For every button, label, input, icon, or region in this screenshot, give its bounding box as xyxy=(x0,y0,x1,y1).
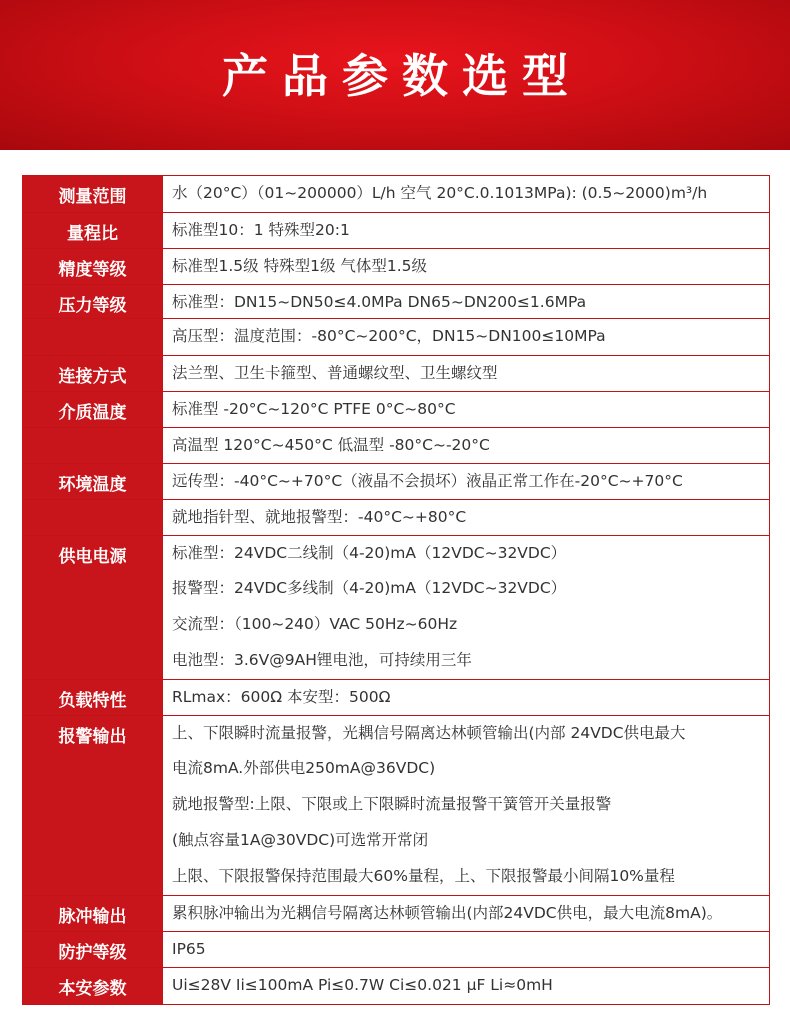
row-label xyxy=(23,319,163,355)
value-line: 标准型10：1 特殊型20:1 xyxy=(172,221,350,239)
row-value xyxy=(163,500,769,535)
value-line: 上、下限瞬时流量报警，光耦信号隔离达林顿管输出(内部 24VDC供电最大 xyxy=(172,724,686,742)
value-line: 高温型 120°C~450°C 低温型 -80°C~-20°C xyxy=(172,436,490,454)
row-value xyxy=(163,428,769,463)
table-row xyxy=(23,896,769,932)
table-row xyxy=(23,249,769,285)
row-label xyxy=(23,500,163,535)
value-line: (触点容量1A@30VDC)可选常开常闭 xyxy=(172,831,429,849)
value-line: Ui≤28V Ii≤100mA Pi≤0.7W Ci≤0.021 µF Li≈0mH xyxy=(172,976,553,994)
row-label: 供电电源 xyxy=(23,536,163,679)
table-row xyxy=(23,356,769,392)
value-line: 就地指针型、就地报警型：-40°C~+80°C xyxy=(172,508,467,526)
table-row xyxy=(23,285,769,319)
value-line: 上限、下限报警保持范围最大60%量程，上、下限报警最小间隔10%量程 xyxy=(172,867,675,885)
row-label xyxy=(23,428,163,463)
table-row xyxy=(23,428,769,464)
row-value xyxy=(163,392,769,427)
row-label: 脉冲输出 xyxy=(23,896,163,931)
row-label: 测量范围 xyxy=(23,176,163,212)
table-row xyxy=(23,968,769,1004)
row-label: 介质温度 xyxy=(23,392,163,427)
value-line: 就地报警型:上限、下限或上下限瞬时流量报警干簧管开关量报警 xyxy=(172,795,612,813)
value-line: 电池型：3.6V@9AH锂电池，可持续用三年 xyxy=(172,651,472,669)
header-banner xyxy=(0,0,790,150)
table-row xyxy=(23,500,769,536)
parameter-table xyxy=(22,175,770,1005)
row-value xyxy=(163,896,769,931)
table-row xyxy=(23,680,769,716)
page-title: 产品参数选型 xyxy=(222,49,582,103)
table-row xyxy=(23,392,769,428)
row-label: 环境温度 xyxy=(23,464,163,499)
row-label: 负载特性 xyxy=(23,680,163,715)
value-line: 法兰型、卫生卡箍型、普通螺纹型、卫生螺纹型 xyxy=(172,364,498,382)
row-value xyxy=(163,968,769,1004)
value-line: 电流8mA.外部供电250mA@36VDC) xyxy=(172,759,436,777)
row-value xyxy=(163,213,769,248)
value-line: 标准型：DN15~DN50≤4.0MPa DN65~DN200≤1.6MPa xyxy=(172,293,587,311)
value-line: IP65 xyxy=(172,940,206,958)
row-value xyxy=(163,680,769,715)
row-value xyxy=(163,285,769,318)
value-line: 标准型1.5级 特殊型1级 气体型1.5级 xyxy=(172,257,428,275)
row-label: 防护等级 xyxy=(23,932,163,967)
value-line: 标准型 -20°C~120°C PTFE 0°C~80°C xyxy=(172,400,456,418)
row-value xyxy=(163,356,769,391)
table-row xyxy=(23,213,769,249)
row-label: 报警输出 xyxy=(23,716,163,895)
table-row xyxy=(23,716,769,896)
table-row xyxy=(23,319,769,356)
value-line: 标准型：24VDC二线制（4-20)mA（12VDC~32VDC） xyxy=(172,544,567,562)
value-line: 高压型：温度范围：-80°C~200°C，DN15~DN100≤10MPa xyxy=(172,327,606,345)
row-label: 连接方式 xyxy=(23,356,163,391)
row-value xyxy=(163,536,769,679)
value-line: 水（20°C）（01~200000）L/h 空气 20°C.0.1013MPa): (0.5~2000)m³/h xyxy=(172,184,708,202)
value-line: 报警型：24VDC多线制（4-20)mA（12VDC~32VDC） xyxy=(172,579,567,597)
value-line: 远传型：-40°C~+70°C（液晶不会损坏）液晶正常工作在-20°C~+70°C xyxy=(172,472,683,490)
table-row xyxy=(23,932,769,968)
value-line: 交流型：（100~240）VAC 50Hz~60Hz xyxy=(172,615,458,633)
table-row xyxy=(23,176,769,213)
table-row xyxy=(23,536,769,680)
row-value xyxy=(163,176,769,212)
row-value xyxy=(163,716,769,895)
value-line: 累积脉冲输出为光耦信号隔离达林顿管输出(内部24VDC供电，最大电流8mA)。 xyxy=(172,904,723,922)
row-label: 本安参数 xyxy=(23,968,163,1004)
table-row xyxy=(23,464,769,500)
row-value xyxy=(163,932,769,967)
row-value xyxy=(163,249,769,284)
row-value xyxy=(163,464,769,499)
row-value xyxy=(163,319,769,355)
row-label: 压力等级 xyxy=(23,285,163,318)
value-line: RLmax：600Ω 本安型：500Ω xyxy=(172,688,391,706)
row-label: 精度等级 xyxy=(23,249,163,284)
row-label: 量程比 xyxy=(23,213,163,248)
